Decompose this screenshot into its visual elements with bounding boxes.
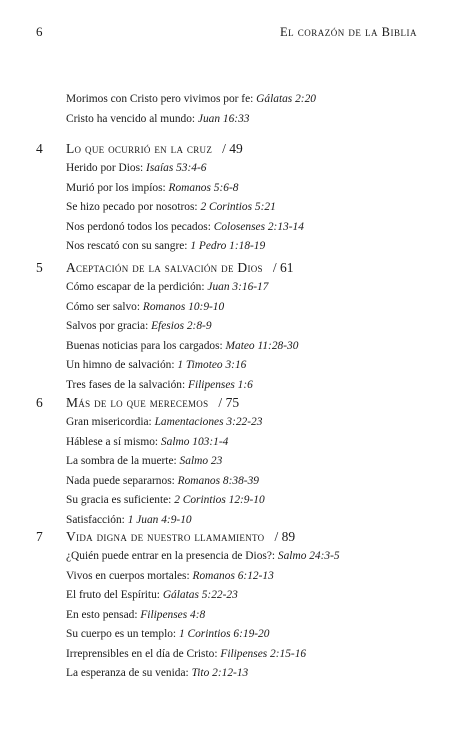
entry-text: Irreprensibles en el día de Cristo:	[66, 647, 221, 660]
page-number: 6	[36, 24, 43, 39]
toc-entry	[66, 317, 436, 337]
chapter-entries	[66, 413, 436, 530]
toc-entry	[66, 413, 436, 433]
scripture-reference: Salmo 23	[179, 455, 223, 467]
scripture-reference: Tito 2:12-13	[191, 667, 249, 679]
toc-entry	[66, 356, 436, 376]
entry-text: Se hizo pecado por nosotros:	[66, 201, 201, 213]
entry-text: Satisfacción:	[66, 513, 128, 526]
toc-entry	[66, 159, 436, 179]
scripture-reference: Filipenses 1:6	[188, 378, 253, 391]
scripture-reference: Romanos 6:12-13	[192, 569, 274, 582]
toc-entry	[66, 218, 436, 238]
toc-entry	[66, 337, 436, 357]
toc-entry	[66, 491, 436, 511]
scripture-reference: Isaías 53:4-6	[146, 162, 207, 174]
entry-text: Su gracia es suficiente:	[66, 494, 175, 506]
intro-entries	[66, 90, 316, 129]
scripture-reference: Romanos 5:6-8	[168, 181, 239, 194]
chapter-page: 89	[281, 529, 296, 544]
chapter-number: 5	[36, 260, 43, 275]
chapter-6	[36, 393, 436, 530]
chapter-number: 4	[36, 141, 43, 156]
scripture-reference: Juan 3:16-17	[207, 281, 269, 293]
entry-text: Cristo ha vencido al mundo:	[66, 112, 198, 125]
toc-entry	[66, 198, 436, 218]
toc-entry	[66, 278, 436, 298]
entry-text: Su cuerpo es un templo:	[66, 628, 179, 640]
entry-text: Cómo ser salvo:	[66, 300, 143, 313]
chapter-page: 75	[225, 395, 240, 410]
scripture-reference: Filipenses 2:15-16	[220, 647, 307, 660]
scripture-reference: Romanos 10:9-10	[142, 300, 225, 313]
scripture-reference: Salmo 24:3-5	[277, 550, 340, 562]
toc-entry	[66, 90, 316, 110]
scripture-reference: Juan 16:33	[197, 112, 250, 125]
entry-text: ¿Quién puede entrar en la presencia de Dios?:	[66, 550, 278, 562]
page-separator: /	[218, 395, 223, 410]
toc-entry	[66, 433, 436, 453]
entry-text: Nos perdonó todos los pecados:	[66, 220, 214, 233]
entry-text: La esperanza de su venida:	[66, 667, 192, 679]
toc-entry	[66, 179, 436, 199]
chapter-title: Lo que ocurrió en la cruz	[66, 141, 213, 156]
toc-entry	[66, 298, 436, 318]
toc-entry	[66, 664, 436, 684]
entry-text: Morimos con Cristo pero vivimos por fe:	[66, 93, 257, 105]
scripture-reference: Gálatas 2:20	[256, 93, 316, 105]
scripture-reference: 1 Corintios 6:19-20	[178, 628, 270, 640]
page-separator: /	[272, 260, 277, 275]
scripture-reference: Mateo 11:28-30	[225, 339, 299, 352]
scripture-reference: 2 Corintios 12:9-10	[174, 494, 265, 506]
toc-entry	[66, 452, 436, 472]
entry-text: El fruto del Espíritu:	[66, 589, 163, 601]
scripture-reference: Lamentaciones 3:22-23	[154, 416, 263, 428]
chapter-heading	[36, 139, 436, 159]
toc-entry	[66, 606, 436, 626]
entry-text: Murió por los impíos:	[66, 181, 169, 194]
entry-text: Un himno de salvación:	[66, 359, 178, 371]
chapter-page: 61	[280, 260, 294, 275]
chapter-number: 6	[36, 395, 43, 410]
toc-entry	[66, 586, 436, 606]
entry-text: Nos rescató con su sangre:	[66, 240, 191, 252]
entry-text: Cómo escapar de la perdición:	[66, 281, 208, 293]
chapter-number: 7	[36, 529, 43, 544]
chapter-title: Más de lo que merecemos	[66, 395, 209, 410]
scripture-reference: Filipenses 4:8	[140, 608, 206, 621]
scripture-reference: 2 Corintios 5:21	[200, 201, 276, 213]
running-title: El corazón de la Biblia	[280, 25, 417, 39]
page-separator: /	[222, 141, 226, 156]
chapter-title: Vida digna de nuestro llamamiento	[66, 529, 265, 544]
page-separator: /	[274, 529, 279, 544]
scripture-reference: 1 Pedro 1:18-19	[190, 240, 266, 252]
scripture-reference: Romanos 8:38-39	[177, 474, 259, 487]
chapter-entries	[66, 278, 436, 395]
entry-text: Tres fases de la salvación:	[66, 378, 188, 391]
toc-entry	[66, 472, 436, 492]
chapter-heading	[36, 527, 436, 547]
entry-text: Vivos en cuerpos mortales:	[66, 569, 193, 582]
chapter-5	[36, 258, 436, 395]
chapter-7	[36, 527, 436, 684]
scripture-reference: 1 Timoteo 3:16	[177, 359, 247, 371]
scripture-reference: 1 Juan 4:9-10	[127, 513, 192, 526]
entry-text: Herido por Dios:	[66, 162, 147, 174]
chapter-entries	[66, 159, 436, 257]
entry-text: La sombra de la muerte:	[66, 455, 180, 467]
toc-entry	[66, 567, 436, 587]
entry-text: Salvos por gracia:	[66, 320, 152, 332]
chapter-entries	[66, 547, 436, 684]
scripture-reference: Gálatas 5:22-23	[162, 589, 238, 601]
entry-text: Háblese a sí mismo:	[66, 435, 161, 448]
chapter-page: 49	[229, 141, 243, 156]
toc-entry	[66, 645, 436, 665]
scripture-reference: Salmo 103:1-4	[160, 435, 229, 448]
toc-entry	[66, 625, 436, 645]
chapter-heading	[36, 393, 436, 413]
entry-text: En esto pensad:	[66, 608, 141, 621]
entry-text: Buenas noticias para los cargados:	[66, 339, 226, 352]
scripture-reference: Efesios 2:8-9	[151, 320, 212, 332]
chapter-4	[36, 139, 436, 257]
toc-entry	[66, 110, 316, 130]
chapter-heading	[36, 258, 436, 278]
chapter-title: Aceptación de la salvación de Dios	[66, 260, 263, 275]
entry-text: Gran misericordia:	[66, 416, 155, 428]
toc-entry	[66, 237, 436, 257]
entry-text: Nada puede separarnos:	[66, 474, 178, 487]
scripture-reference: Colosenses 2:13-14	[213, 220, 304, 233]
toc-entry	[66, 547, 436, 567]
